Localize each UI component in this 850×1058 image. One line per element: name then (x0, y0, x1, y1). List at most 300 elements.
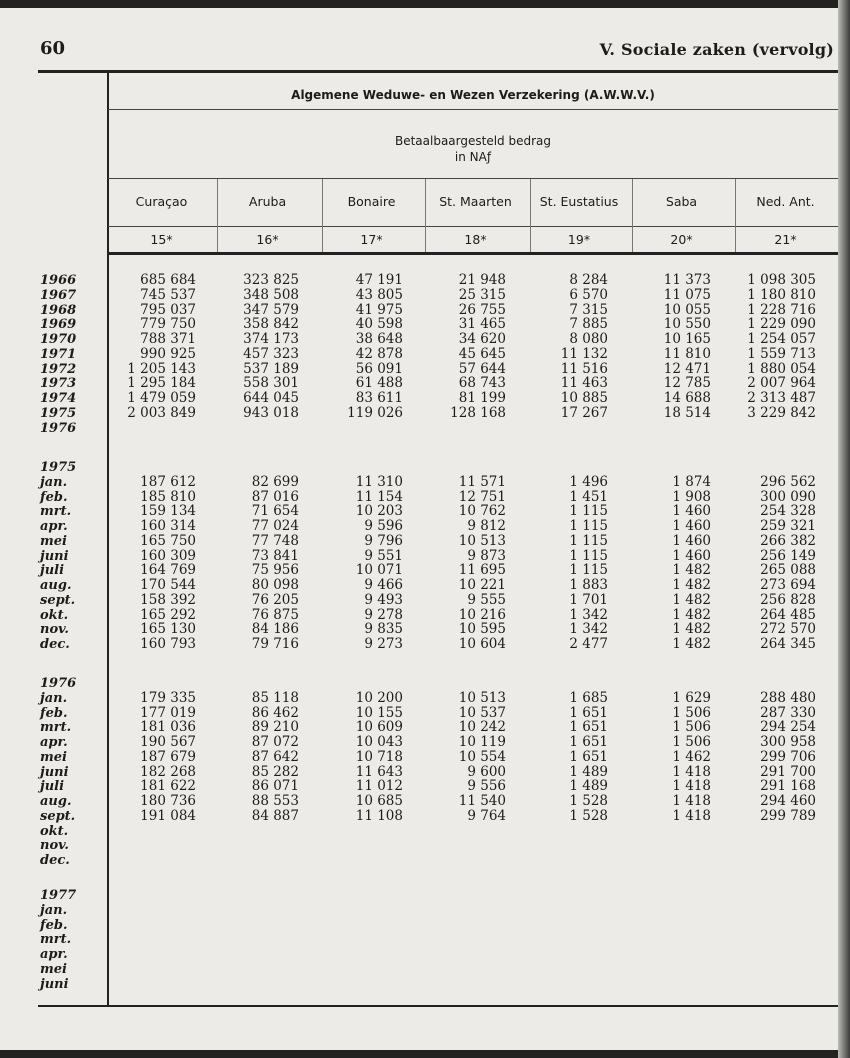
table-cell: 10 165 (663, 331, 711, 347)
table-cell: 1 451 (569, 488, 608, 505)
table-cell: 11 810 (663, 345, 711, 362)
table-cell: 10 550 (663, 316, 711, 333)
table-cell: 73 841 (251, 547, 299, 564)
column-number: 21* (774, 232, 797, 247)
table-cell: 11 132 (560, 345, 608, 362)
table-cell: 71 654 (251, 503, 299, 520)
table-cell: 299 706 (760, 748, 816, 765)
table-cell: 9 556 (467, 778, 506, 795)
table-cell: 31 465 (458, 316, 506, 333)
table-cell: 185 810 (140, 488, 196, 505)
table-cell: 256 149 (760, 547, 816, 564)
table-cell: 10 513 (458, 532, 506, 549)
column-header: Bonaire (347, 194, 396, 209)
column-header: St. Eustatius (539, 194, 619, 209)
table-row (0, 838, 838, 853)
table-cell: 294 460 (760, 793, 816, 809)
table-row (0, 853, 838, 868)
table-cell: 9 812 (467, 518, 506, 534)
page-number: 60 (40, 38, 66, 59)
table-cell: 296 562 (760, 473, 816, 490)
table-cell: 1 342 (569, 606, 608, 623)
table-cell: 10 216 (458, 606, 506, 623)
table-cell: 159 134 (140, 503, 196, 520)
table-cell: 3 229 842 (747, 404, 816, 421)
table-cell: 1 418 (672, 793, 711, 809)
table-row (0, 273, 838, 288)
table-cell: 1 180 810 (747, 286, 816, 303)
table-cell: 56 091 (355, 360, 403, 377)
row-label: apr. (40, 947, 68, 962)
table-cell: 87 642 (251, 748, 299, 765)
table-cell: 10 200 (355, 689, 403, 706)
table-cell: 182 268 (140, 763, 196, 780)
table-cell: 10 685 (355, 793, 403, 809)
table-cell: 11 695 (458, 562, 506, 579)
table-cell: 38 648 (355, 331, 403, 347)
row-label: jan. (40, 690, 68, 706)
row-label: mrt. (40, 932, 72, 948)
row-label: 1966 (40, 273, 77, 288)
table-title: Algemene Weduwe- en Wezen Verzekering (A.W.W.V.) (291, 88, 655, 102)
row-label: feb. (40, 489, 68, 505)
table-cell: 287 330 (760, 704, 816, 721)
table-cell: 291 168 (760, 778, 816, 795)
bottom-rule (38, 1005, 838, 1007)
section-title: V. Sociale zaken (vervolg) (599, 40, 834, 59)
table-cell: 12 471 (663, 360, 711, 377)
table-cell: 259 321 (760, 518, 816, 534)
table-cell: 43 805 (355, 286, 403, 303)
table-cell: 1 418 (672, 807, 711, 824)
table-cell: 1 528 (569, 807, 608, 824)
table-cell: 10 221 (458, 577, 506, 593)
table-cell: 11 571 (458, 473, 506, 490)
table-row (0, 809, 838, 824)
table-cell: 10 537 (458, 704, 506, 721)
table-cell: 165 292 (140, 606, 196, 623)
table-cell: 558 301 (243, 375, 299, 392)
table-cell: 1 489 (569, 763, 608, 780)
table-row (0, 475, 838, 490)
table-cell: 1 115 (569, 562, 608, 579)
table-cell: 1 115 (569, 503, 608, 520)
row-label: feb. (40, 917, 68, 933)
table-cell: 1 482 (672, 636, 711, 652)
table-cell: 83 611 (355, 390, 403, 406)
table-cell: 10 203 (355, 503, 403, 520)
table-row (0, 303, 838, 318)
table-cell: 1 506 (672, 704, 711, 721)
table-cell: 685 684 (140, 272, 196, 288)
table-cell: 1 482 (672, 621, 711, 638)
table-row (0, 406, 838, 421)
table-cell: 348 508 (243, 286, 299, 303)
table-cell: 9 273 (364, 636, 403, 652)
row-label: nov. (40, 622, 69, 638)
table-cell: 177 019 (140, 704, 196, 721)
table-cell: 82 699 (251, 473, 299, 490)
column-number: 18* (464, 232, 487, 247)
table-cell: 644 045 (243, 390, 299, 406)
table-cell: 1 460 (672, 518, 711, 534)
table-cell: 323 825 (243, 272, 299, 288)
table-row (0, 932, 838, 947)
table-row (0, 288, 838, 303)
table-cell: 10 718 (355, 748, 403, 765)
table-row (0, 903, 838, 918)
table-row (0, 347, 838, 362)
table-cell: 1 506 (672, 719, 711, 736)
column-header: Aruba (248, 194, 287, 209)
row-label: 1970 (40, 332, 77, 347)
table-cell: 537 189 (243, 360, 299, 377)
table-cell: 990 925 (140, 345, 196, 362)
table-row (0, 918, 838, 933)
row-label: okt. (40, 823, 69, 839)
row-label: apr. (40, 735, 68, 750)
table-row (0, 794, 838, 809)
row-label: 1967 (40, 287, 77, 303)
table-cell: 17 267 (560, 404, 608, 421)
table-cell: 1 651 (569, 704, 608, 721)
table-cell: 9 551 (364, 547, 403, 564)
row-label: feb. (40, 705, 68, 721)
table-cell: 88 553 (251, 793, 299, 809)
row-label: 1971 (40, 346, 77, 362)
table-cell: 1 685 (569, 689, 608, 706)
table-cell: 79 716 (251, 636, 299, 652)
row-label: juni (40, 548, 69, 564)
table-cell: 9 873 (467, 547, 506, 564)
row-label: aug. (40, 578, 72, 593)
table-subtitle-line2: in NAƒ (454, 150, 492, 164)
row-label: 1972 (40, 361, 77, 377)
table-cell: 84 186 (251, 621, 299, 638)
table-cell: 181 036 (140, 719, 196, 736)
table-subtitle-line1: Betaalbaargesteld bedrag (394, 134, 552, 148)
table-row (0, 391, 838, 406)
table-cell: 160 309 (140, 547, 196, 564)
table-cell: 795 037 (140, 301, 196, 318)
table-cell: 77 024 (251, 518, 299, 534)
table-cell: 1 528 (569, 793, 608, 809)
table-cell: 10 242 (458, 719, 506, 736)
row-label: 1973 (40, 376, 77, 392)
table-cell: 10 554 (458, 748, 506, 765)
table-cell: 9 600 (467, 763, 506, 780)
table-cell: 1 418 (672, 778, 711, 795)
table-cell: 9 466 (364, 577, 403, 593)
group-heading-row (0, 460, 838, 475)
table-cell: 21 948 (458, 272, 506, 288)
table-cell: 300 958 (760, 734, 816, 750)
table-cell: 165 750 (140, 532, 196, 549)
table-cell: 14 688 (663, 390, 711, 406)
group-heading-row (0, 676, 838, 691)
table-cell: 1 701 (569, 591, 608, 608)
row-label: 1969 (40, 317, 77, 333)
table-row (0, 765, 838, 780)
table-cell: 11 516 (560, 360, 608, 377)
table-cell: 187 612 (140, 473, 196, 490)
table-cell: 75 956 (251, 562, 299, 579)
table-cell: 2 477 (569, 636, 608, 652)
table-cell: 160 793 (140, 636, 196, 652)
table-cell: 25 315 (458, 286, 506, 303)
table-cell: 291 700 (760, 763, 816, 780)
table-cell: 1 482 (672, 577, 711, 593)
table-cell: 299 789 (760, 807, 816, 824)
table-row (0, 490, 838, 505)
table-cell: 190 567 (140, 734, 196, 750)
table-cell: 9 596 (364, 518, 403, 534)
table-cell: 264 485 (760, 606, 816, 623)
table-cell: 1 228 716 (747, 301, 816, 318)
row-label: 1976 (40, 420, 77, 436)
page-edge (838, 0, 850, 1058)
row-label: juni (40, 976, 69, 992)
table-row (0, 519, 838, 534)
table-cell: 80 098 (251, 577, 299, 593)
table-cell: 457 323 (243, 345, 299, 362)
top-rule (38, 70, 838, 73)
group-heading: 1976 (40, 676, 77, 691)
group-heading: 1975 (40, 460, 77, 475)
table-cell: 1 295 184 (127, 375, 196, 392)
table-row (0, 504, 838, 519)
table-cell: 788 371 (140, 331, 196, 347)
table-cell: 1 651 (569, 734, 608, 750)
table-row (0, 691, 838, 706)
table-cell: 1 115 (569, 518, 608, 534)
table-cell: 170 544 (140, 577, 196, 593)
header-divider (108, 109, 838, 110)
table-row (0, 332, 838, 347)
column-number: 15* (150, 232, 173, 247)
table-cell: 61 488 (355, 375, 403, 392)
table-cell: 266 382 (760, 532, 816, 549)
table-cell: 11 310 (355, 473, 403, 490)
table-cell: 68 743 (458, 375, 506, 392)
table-cell: 11 012 (355, 778, 403, 795)
table-cell: 180 736 (140, 793, 196, 809)
table-cell: 1 460 (672, 547, 711, 564)
table-cell: 87 016 (251, 488, 299, 505)
table-cell: 1 115 (569, 547, 608, 564)
row-label: dec. (40, 853, 70, 868)
table-cell: 9 764 (467, 807, 506, 824)
table-row (0, 608, 838, 623)
table-cell: 7 315 (569, 301, 608, 318)
table-cell: 11 540 (458, 793, 506, 809)
column-number: 16* (256, 232, 279, 247)
table-cell: 11 154 (355, 488, 403, 505)
table-cell: 1 115 (569, 532, 608, 549)
table-cell: 10 604 (458, 636, 506, 652)
table-row (0, 593, 838, 608)
table-cell: 10 071 (355, 562, 403, 579)
table-cell: 1 254 057 (747, 331, 816, 347)
table-cell: 10 055 (663, 301, 711, 318)
table-cell: 40 598 (355, 316, 403, 333)
table-cell: 34 620 (458, 331, 506, 347)
table-cell: 11 463 (560, 375, 608, 392)
table-cell: 745 537 (140, 286, 196, 303)
row-label: mei (40, 961, 67, 977)
table-cell: 42 878 (355, 345, 403, 362)
column-header: Saba (665, 194, 698, 209)
table-cell: 1 651 (569, 719, 608, 736)
table-cell: 1 229 090 (747, 316, 816, 333)
table-cell: 1 460 (672, 532, 711, 549)
table-cell: 1 880 054 (747, 360, 816, 377)
table-cell: 1 482 (672, 562, 711, 579)
table-row (0, 578, 838, 593)
table-cell: 181 622 (140, 778, 196, 795)
table-cell: 254 328 (760, 503, 816, 520)
table-cell: 1 098 305 (747, 272, 816, 288)
table-cell: 1 874 (672, 473, 711, 490)
table-cell: 10 885 (560, 390, 608, 406)
table-cell: 294 254 (760, 719, 816, 736)
table-cell: 1 651 (569, 748, 608, 765)
table-cell: 26 755 (458, 301, 506, 318)
row-label: 1974 (40, 391, 77, 406)
table-cell: 256 828 (760, 591, 816, 608)
row-label: 1968 (40, 302, 77, 318)
table-cell: 347 579 (243, 301, 299, 318)
table-cell: 45 645 (458, 345, 506, 362)
table-row (0, 977, 838, 992)
table-cell: 128 168 (450, 404, 506, 421)
group-heading: 1977 (40, 888, 77, 903)
table-row (0, 549, 838, 564)
table-cell: 76 205 (251, 591, 299, 608)
table-cell: 7 885 (569, 316, 608, 333)
table-cell: 1 506 (672, 734, 711, 750)
row-label: jan. (40, 474, 68, 490)
table-row (0, 962, 838, 977)
row-label: mrt. (40, 720, 72, 736)
table-cell: 779 750 (140, 316, 196, 333)
table-cell: 2 313 487 (747, 390, 816, 406)
table-cell: 288 480 (760, 689, 816, 706)
table-cell: 9 493 (364, 591, 403, 608)
row-label: mei (40, 533, 67, 549)
table-cell: 9 278 (364, 606, 403, 623)
table-cell: 1 489 (569, 778, 608, 795)
table-cell: 358 842 (243, 316, 299, 333)
table-cell: 1 482 (672, 606, 711, 623)
table-cell: 1 460 (672, 503, 711, 520)
row-label: nov. (40, 838, 69, 854)
table-row (0, 622, 838, 637)
table-cell: 10 609 (355, 719, 403, 736)
table-cell: 264 345 (760, 636, 816, 652)
table-cell: 6 570 (569, 286, 608, 303)
table-cell: 8 284 (569, 272, 608, 288)
table-cell: 86 071 (251, 778, 299, 795)
table-row (0, 362, 838, 377)
table-cell: 77 748 (251, 532, 299, 549)
table-cell: 85 282 (251, 763, 299, 780)
table-cell: 164 769 (140, 562, 196, 579)
row-label: aug. (40, 794, 72, 809)
table-cell: 18 514 (663, 404, 711, 421)
table-cell: 2 007 964 (747, 375, 816, 392)
row-label: apr. (40, 519, 68, 534)
column-number: 17* (360, 232, 383, 247)
table-cell: 943 018 (243, 404, 299, 421)
table-cell: 10 155 (355, 704, 403, 721)
table-row (0, 720, 838, 735)
table-cell: 11 075 (663, 286, 711, 303)
table-row (0, 534, 838, 549)
row-label: mei (40, 749, 67, 765)
table-cell: 12 751 (458, 488, 506, 505)
row-label: dec. (40, 637, 70, 652)
table-row (0, 637, 838, 652)
table-cell: 374 173 (243, 331, 299, 347)
table-cell: 1 205 143 (127, 360, 196, 377)
table-cell: 1 418 (672, 763, 711, 780)
table-cell: 41 975 (355, 301, 403, 318)
table-cell: 10 513 (458, 689, 506, 706)
column-number: 19* (567, 232, 591, 247)
table-cell: 10 762 (458, 503, 506, 520)
table-cell: 119 026 (347, 404, 403, 421)
table-cell: 89 210 (251, 719, 299, 736)
row-label: juni (40, 764, 69, 780)
table-cell: 265 088 (760, 562, 816, 579)
table-cell: 272 570 (760, 621, 816, 638)
table-cell: 76 875 (251, 606, 299, 623)
table-cell: 160 314 (140, 518, 196, 534)
column-header: St. Maarten (439, 194, 512, 209)
table-row (0, 779, 838, 794)
table-cell: 1 629 (672, 689, 711, 706)
table-row (0, 947, 838, 962)
table-cell: 57 644 (458, 360, 506, 377)
table-row (0, 824, 838, 839)
table-row (0, 376, 838, 391)
table-row (0, 706, 838, 721)
column-number: 20* (670, 232, 693, 247)
column-header: Ned. Ant. (756, 194, 815, 209)
table-cell: 11 373 (663, 272, 711, 288)
table-cell: 1 908 (672, 488, 711, 505)
table-cell: 85 118 (251, 689, 299, 706)
table-cell: 2 003 849 (127, 404, 196, 421)
table-cell: 179 335 (140, 689, 196, 706)
table-cell: 187 679 (140, 748, 196, 765)
table-cell: 86 462 (251, 704, 299, 721)
table-row (0, 421, 838, 436)
row-label: sept. (40, 592, 76, 608)
table-cell: 10 043 (355, 734, 403, 750)
table-cell: 9 796 (364, 532, 403, 549)
table-row (0, 563, 838, 578)
table-cell: 11 108 (355, 807, 403, 824)
column-header: Curaçao (135, 194, 188, 209)
table-cell: 10 119 (458, 734, 506, 750)
table-cell: 9 835 (364, 621, 403, 638)
header-bottom-rule (108, 252, 838, 255)
table-cell: 1 482 (672, 591, 711, 608)
table-cell: 84 887 (251, 807, 299, 824)
table-cell: 8 080 (569, 331, 608, 347)
